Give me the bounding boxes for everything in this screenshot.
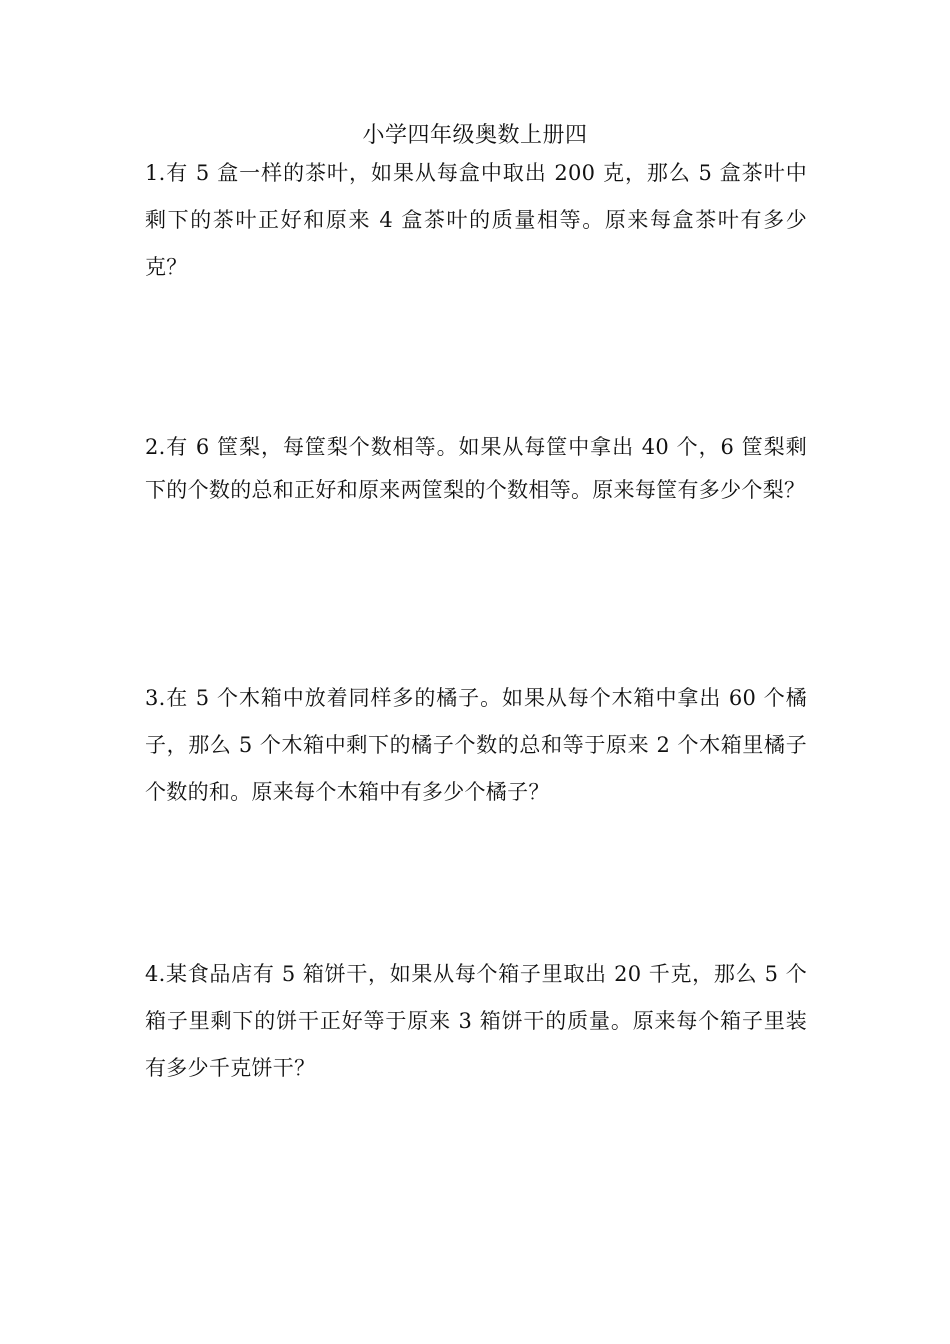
problem-1: 1.有 5 盒一样的茶叶，如果从每盒中取出 200 克，那么 5 盒茶叶中剩下的茶叶正好和原来 4 盒茶叶的质量相等。原来每盒茶叶有多少克？	[145, 161, 807, 279]
problem-3: 3.在 5 个木箱中放着同样多的橘子。如果从每个木箱中拿出 60 个橘子，那么 5 个木箱中剩下的橘子个数的总和等于原来 2 个木箱里橘子个数的和。原来每个木箱中有多少个橘子？	[145, 686, 807, 804]
problem-2: 2.有 6 筐梨，每筐梨个数相等。如果从每筐中拿出 40 个，6 筐梨剩下的个数的总和正好和原来两筐梨的个数相等。原来每筐有多少个梨？	[145, 435, 807, 502]
document-title: 小学四年级奥数上册四	[362, 123, 588, 148]
problem-4: 4.某食品店有 5 箱饼干，如果从每个箱子里取出 20 千克，那么 5 个箱子里剩下的饼干正好等于原来 3 箱饼干的质量。原来每个箱子里装有多少千克饼干？	[145, 962, 807, 1080]
